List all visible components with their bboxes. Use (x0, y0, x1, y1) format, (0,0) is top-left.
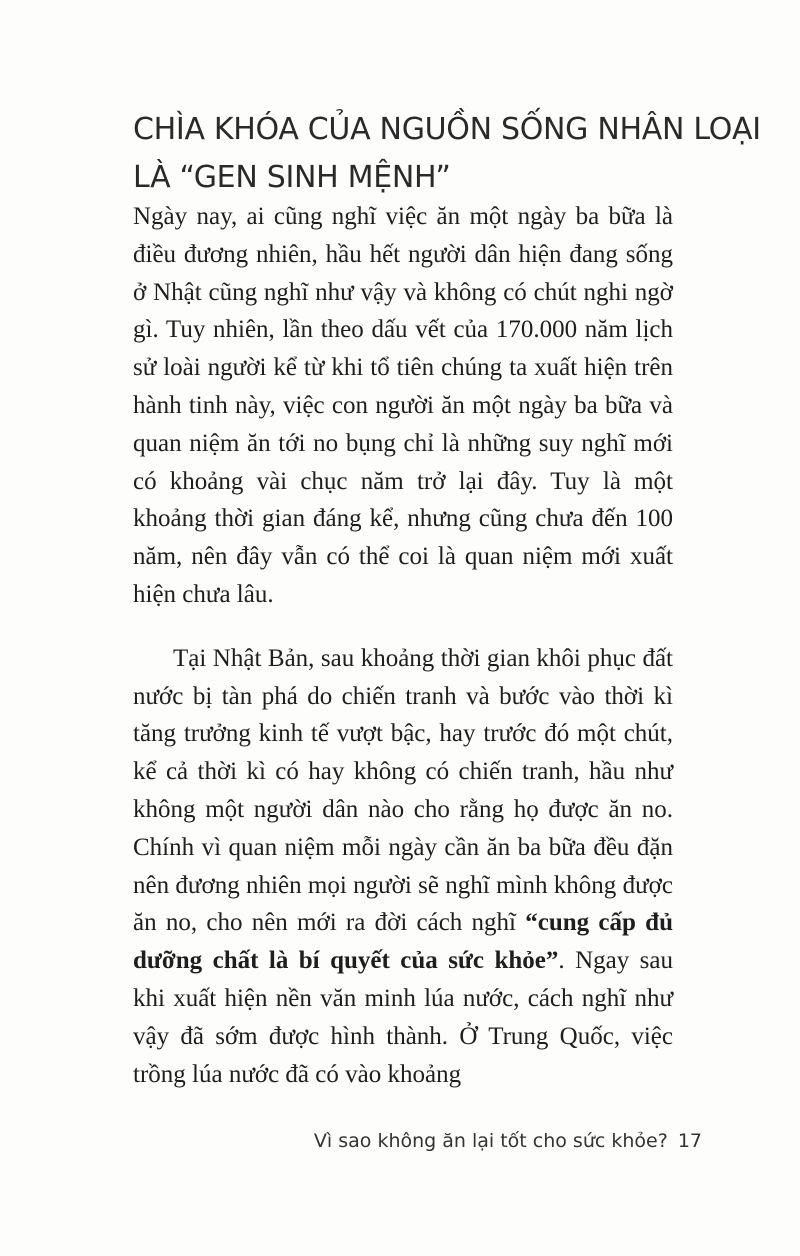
chapter-heading-line-2: LÀ “GEN SINH MỆNH” (133, 160, 451, 195)
running-footer (314, 1130, 702, 1152)
chapter-heading-line-1: CHÌA KHÓA CỦA NGUỒN SỐNG NHÂN LOẠI (133, 112, 761, 147)
paragraph-2-text-end: . Ngay sau khi xuất hiện nền văn minh lúa nước, cách nghĩ như vậy đã sớm được hình thành. Ở Trung Quốc, việc trồng lúa nước đã có vào khoảng (133, 947, 673, 1088)
chapter-heading (133, 106, 761, 202)
paragraph-2 (133, 640, 673, 1094)
running-footer-title: Vì sao không ăn lại tốt cho sức khỏe? (313, 1130, 668, 1152)
page-number: 17 (677, 1130, 702, 1152)
paragraph-2-bold-quote: “cung cấp đủ dưỡng chất là bí quyết của sức khỏe” (133, 909, 673, 975)
paragraph-2-text-start: Tại Nhật Bản, sau khoảng thời gian khôi phục đất nước bị tàn phá do chiến tranh và bước vào thời kì tăng trưởng kinh tế vượt bậc, hay trước đó một chút, kể cả thời kì có hay không có chiến tranh, hầu như không một người dân nào cho rằng họ được ăn no. Chính vì quan niệm mỗi ngày cần ăn ba bữa đều đặn nên đương nhiên mọi người sẽ nghĩ mình không được ăn no, cho nên mới ra đời cách nghĩ (133, 644, 673, 937)
paragraph-1: Ngày nay, ai cũng nghĩ việc ăn một ngày ba bữa là điều đương nhiên, hầu hết người dân hiện đang sống ở Nhật cũng nghĩ như vậy và không có chút nghi ngờ gì. Tuy nhiên, lần theo dấu vết của 170.000 năm lịch sử loài người kể từ khi tổ tiên chúng ta xuất hiện trên hành tinh này, việc con người ăn một ngày ba bữa và quan niệm ăn tới no bụng chỉ là những suy nghĩ mới có khoảng vài chục năm trở lại đây. Tuy là một khoảng thời gian đáng kể, nhưng cũng chưa đến 100 năm, nên đây vẫn có thể coi là quan niệm mới xuất hiện chưa lâu. (133, 203, 673, 608)
body-text (133, 198, 673, 1093)
